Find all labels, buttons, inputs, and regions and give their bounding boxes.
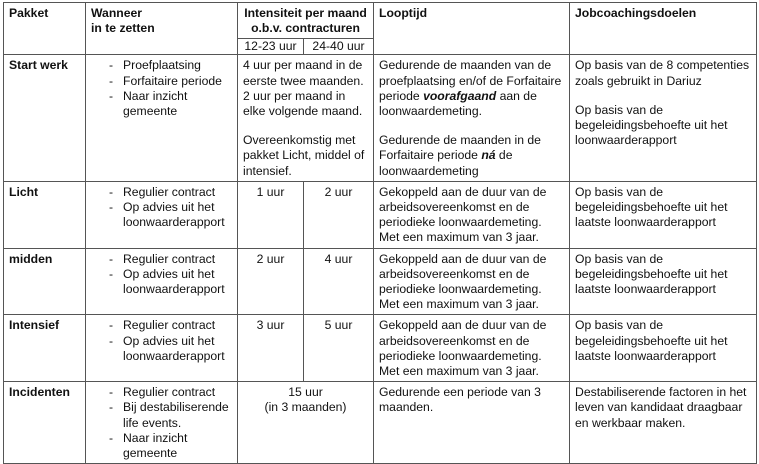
subheader-high: 24-40 uur [304, 39, 374, 55]
doelen-intensief: Op basis van de begeleidingsbehoefte uit het laatste loonwaarderapport [570, 315, 757, 382]
wanneer-midden [86, 248, 238, 315]
doelen-start-1: Op basis van de 8 competenties zoals gebruikt in Dariuz [575, 58, 750, 88]
header-doelen: Jobcoachingsdoelen [570, 3, 757, 55]
list-item: - Regulier contract [109, 185, 232, 200]
header-looptijd: Looptijd [374, 3, 570, 55]
high-intensief: 5 uur [304, 315, 374, 382]
pakket-table [3, 2, 757, 464]
intensiteit-start-2: 2 uur per maand in elke volgende maand. [243, 88, 363, 119]
low-intensief: 3 uur [238, 315, 304, 382]
table-row [4, 248, 757, 315]
doelen-licht: Op basis van de begeleidingsbehoefte uit het laatste loonwaarderapport [570, 181, 757, 248]
intensiteit-incidenten-2: (in 3 maanden) [264, 400, 347, 415]
header-pakket: Pakket [4, 3, 86, 55]
list-item: - Op advies uit het loonwaarderapport [109, 334, 232, 364]
row-label-incidenten: Incidenten [4, 382, 86, 464]
header-wanneer-line2: in te zetten [91, 21, 155, 36]
high-licht: 2 uur [304, 181, 374, 248]
row-label-licht: Licht [4, 181, 86, 248]
looptijd-intensief: Gekoppeld aan de duur van de arbeidsovereenkomst en de periodieke loonwaardemeting. Met een maximum van 3 jaar. [374, 315, 570, 382]
list-item: - Op advies uit het loonwaarderapport [109, 200, 232, 230]
list-item: - Regulier contract [109, 252, 232, 267]
row-label-start: Start werk [4, 55, 86, 181]
list-item: - Bij destabiliserende life events. [109, 400, 232, 430]
low-midden: 2 uur [238, 248, 304, 315]
looptijd-start [374, 55, 570, 181]
intensiteit-start [238, 55, 374, 181]
list-item: - Naar inzicht gemeente [109, 89, 232, 119]
header-intensiteit [238, 3, 374, 39]
wanneer-incidenten [86, 382, 238, 464]
intensiteit-start-1: 4 uur per maand in de eerste twee maanden. [243, 58, 364, 88]
table-row [4, 382, 757, 464]
row-label-midden: midden [4, 248, 86, 315]
table-row [4, 181, 757, 248]
wanneer-intensief [86, 315, 238, 382]
list-item: - Regulier contract [109, 385, 232, 400]
header-intensiteit-line2: o.b.v. contracturen [251, 21, 360, 36]
list-item: - Forfaitaire periode [109, 74, 232, 89]
looptijd-start-2: Gedurende de maanden in de Forfaitaire periode ná de loonwaardemeting [379, 133, 541, 178]
wanneer-start [86, 55, 238, 181]
table-row [4, 315, 757, 382]
row-label-intensief: Intensief [4, 315, 86, 382]
doelen-start [570, 55, 757, 181]
looptijd-licht: Gekoppeld aan de duur van de arbeidsovereenkomst en de periodieke loonwaardemeting. Met een maximum van 3 jaar. [374, 181, 570, 248]
header-intensiteit-line1: Intensiteit per maand [244, 6, 367, 20]
intensiteit-incidenten-1: 15 uur [288, 385, 323, 400]
list-item: - Op advies uit het loonwaarderapport [109, 267, 232, 297]
list-item: - Naar inzicht gemeente [109, 431, 232, 461]
table-row [4, 55, 757, 181]
doelen-midden: Op basis van de begeleidingsbehoefte uit het laatste loonwaarderapport [570, 248, 757, 315]
looptijd-incidenten: Gedurende een periode van 3 maanden. [374, 382, 570, 464]
high-midden: 4 uur [304, 248, 374, 315]
doelen-incidenten: Destabiliserende factoren in het leven van kandidaat draagbaar en werkbaar maken. [570, 382, 757, 464]
header-wanneer-line1: Wanneer [91, 6, 143, 20]
list-item: - Regulier contract [109, 318, 232, 333]
subheader-low: 12-23 uur [238, 39, 304, 55]
header-row [4, 3, 757, 39]
list-item: - Proefplaatsing [109, 58, 232, 73]
wanneer-licht [86, 181, 238, 248]
doelen-start-2: Op basis van de begeleidingsbehoefte uit het loonwaarderapport [575, 102, 728, 148]
header-wanneer [86, 3, 238, 55]
looptijd-midden: Gekoppeld aan de duur van de arbeidsovereenkomst en de periodieke loonwaardemeting. Met een maximum van 3 jaar. [374, 248, 570, 315]
intensiteit-incidenten [238, 382, 374, 464]
looptijd-start-1: Gedurende de maanden van de proefplaatsing en/of de Forfaitaire periode voorafgaand aan de loonwaardemeting. [379, 58, 562, 119]
intensiteit-start-3: Overeenkomstig met pakket Licht, middel of intensief. [243, 133, 365, 178]
low-licht: 1 uur [238, 181, 304, 248]
